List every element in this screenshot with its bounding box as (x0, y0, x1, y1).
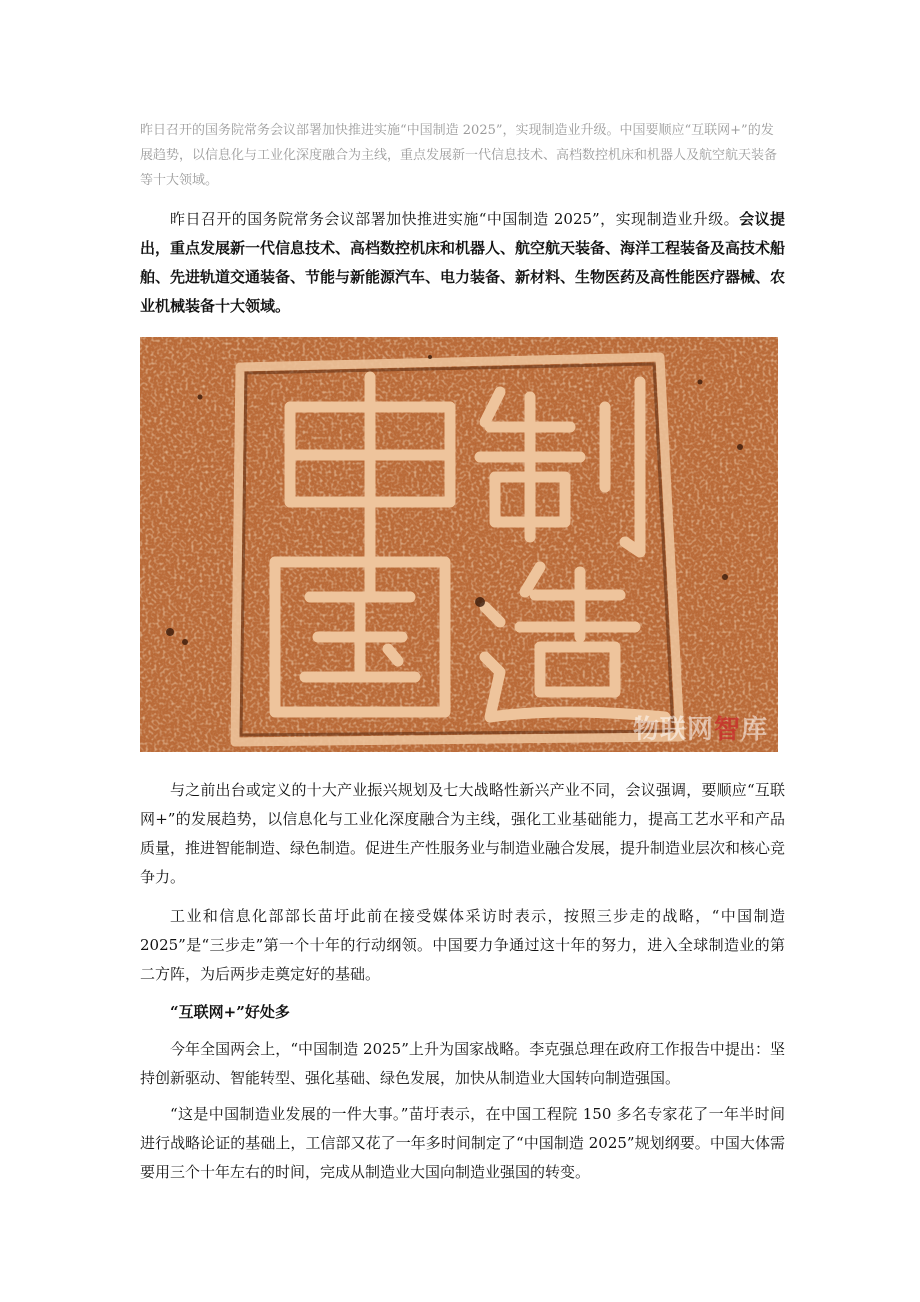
lead-bold-text: 会议提出，重点发展新一代信息技术、高档数控机床和机器人、航空航天装备、海洋工程装备及高技术船舶、先进轨道交通装备、节能与新能源汽车、电力装备、新材料、生物医药及高性能医疗器械、农业机械装备十大领域。 (140, 210, 786, 315)
lead-normal-text: 昨日召开的国务院常务会议部署加快推进实施“中国制造 2025”，实现制造业升级。 (170, 210, 740, 228)
article-summary: 昨日召开的国务院常务会议部署加快推进实施“中国制造 2025”，实现制造业升级。中国要顺应“互联网+”的发展趋势，以信息化与工业化深度融合为主线，重点发展新一代信息技术、高档数控机床和机器人及航空航天装备等十大领域。 (140, 123, 778, 188)
body-paragraph-3: 今年全国两会上，“中国制造 2025”上升为国家战略。李克强总理在政府工作报告中提出：坚持创新驱动、智能转型、强化基础、绿色发展，加快从制造业大国转向制造强国。 (140, 1040, 785, 1087)
section-subheading: “互联网+”好处多 (170, 1003, 290, 1021)
watermark-logo: 物联网智库 (632, 715, 768, 745)
seal-carving (140, 337, 778, 752)
lead-paragraph (140, 205, 785, 321)
made-in-china-seal-image (140, 337, 778, 752)
body-paragraph-2: 工业和信息化部部长苗圩此前在接受媒体采访时表示，按照三步走的战略，“中国制造 2025”是“三步走”第一个十年的行动纲领。中国要力争通过这十年的努力，进入全球制造业的第二方阵，为后两步走奠定好的基础。 (140, 907, 785, 983)
body-paragraph-1: 与之前出台或定义的十大产业振兴规划及七大战略性新兴产业不同，会议强调，要顺应“互联网+”的发展趋势，以信息化与工业化深度融合为主线，强化工业基础能力，提高工艺水平和产品质量，推进智能制造、绿色制造。促进生产性服务业与制造业融合发展，提升制造业层次和核心竞争力。 (140, 781, 786, 886)
body-paragraph-4: “这是中国制造业发展的一件大事。”苗圩表示，在中国工程院 150 多名专家花了一年半时间进行战略论证的基础上，工信部又花了一年多时间制定了“中国制造 2025”规划纲要。中国大体需要用三个十年左右的时间，完成从制造业大国向制造业强国的转变。 (140, 1105, 785, 1181)
